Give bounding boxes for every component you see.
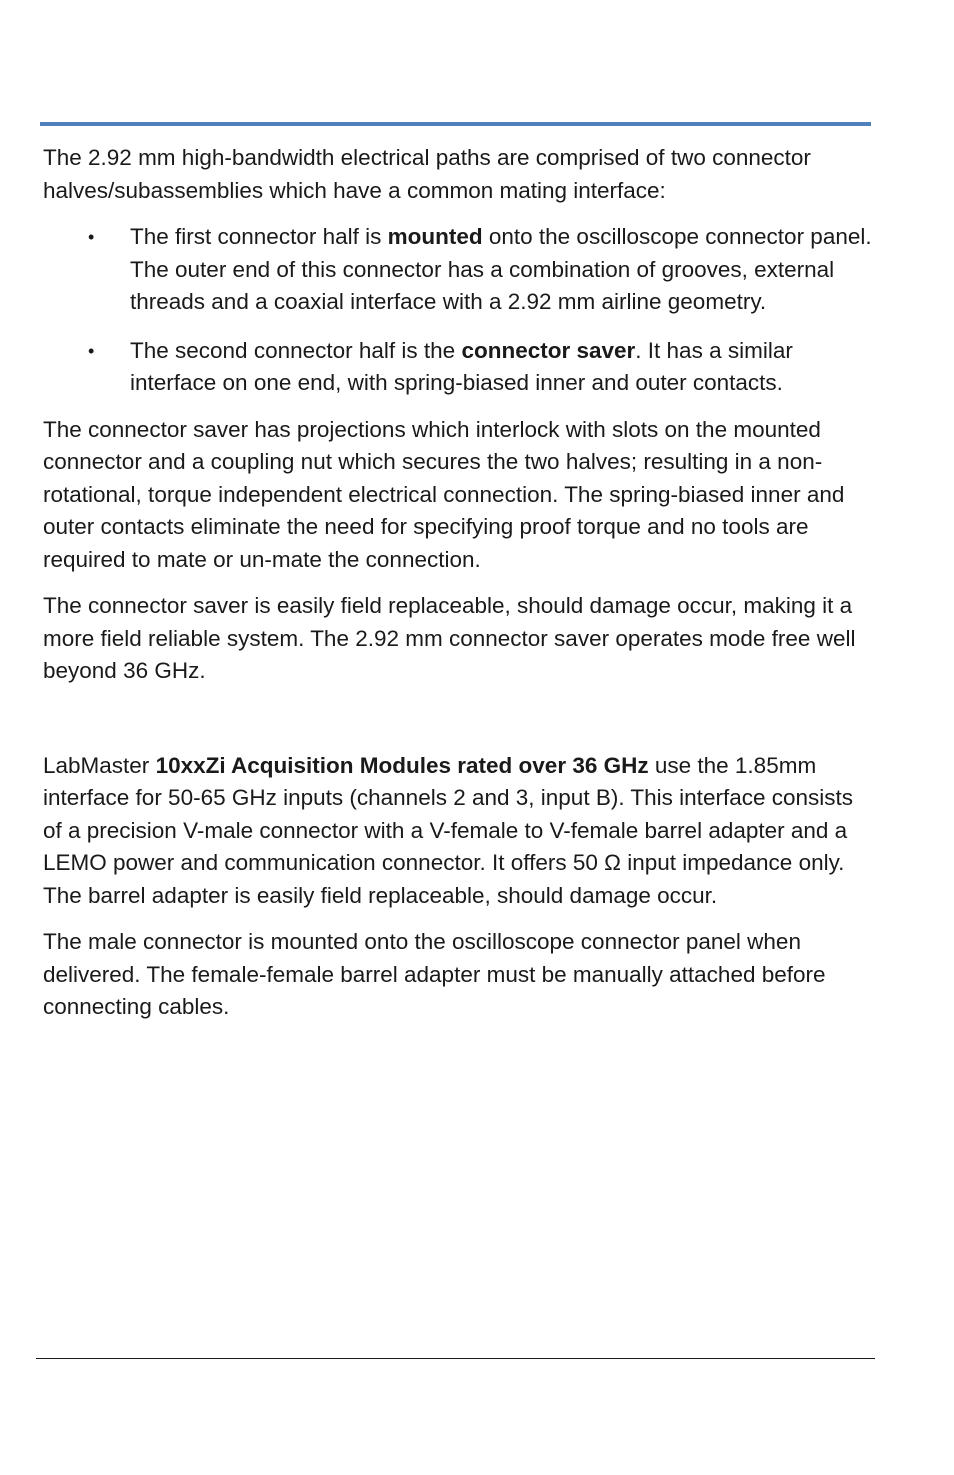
labmaster-text-pre: LabMaster	[43, 752, 156, 778]
bullet-text-bold: mounted	[387, 224, 483, 249]
header-rule	[40, 122, 871, 126]
intro-paragraph: The 2.92 mm high-bandwidth electrical paths are comprised of two connector halves/subassemblies which have a common mating interface:	[43, 145, 811, 203]
connector-halves-list	[43, 221, 873, 400]
bullet-text-bold: connector saver	[461, 337, 636, 363]
labmaster-text-post: use the 1.85mm interface for 50-65 GHz inputs (channels 2 and 3, input B). This interface consists of a precision V-male connector with a V-female to V-female barrel adapter and a LEMO power and communication connector. It offers 50 Ω input impedance only. The barrel adapter is easily field replaceable, should damage occur.	[43, 752, 853, 908]
labmaster-paragraph	[43, 750, 873, 913]
document-body	[43, 142, 873, 1038]
list-item	[43, 335, 873, 400]
bullet-text-pre: The second connector half is the	[130, 337, 462, 363]
bullet-text-pre: The first connector half is	[130, 224, 388, 249]
list-item	[43, 221, 873, 319]
labmaster-text-bold: 10xxZi Acquisition Modules rated over 36 GHz	[155, 752, 649, 778]
male-connector-paragraph: The male connector is mounted onto the oscilloscope connector panel when delivered. The female-female barrel adapter must be manually attached before connecting cables.	[43, 929, 826, 1019]
field-replaceable-paragraph: The connector saver is easily field replaceable, should damage occur, making it a more field reliable system. The 2.92 mm connector saver operates mode free well beyond 36 GHz.	[43, 593, 856, 683]
bullet-text-post: onto the oscilloscope connector panel. The outer end of this connector has a combination of grooves, external threads and a coaxial interface with a 2.92 mm airline geometry.	[130, 224, 872, 314]
section-spacer	[43, 702, 873, 750]
bullet-icon: •	[88, 227, 95, 247]
footer-rule	[36, 1358, 875, 1359]
connector-saver-paragraph: The connector saver has projections which interlock with slots on the mounted connector and a coupling nut which secures the two halves; resulting in a non-rotational, torque independent electrical connection. The spring-biased inner and outer contacts eliminate the need for specifying proof torque and no tools are required to mate or un-mate the connection.	[43, 416, 845, 572]
bullet-text-post: . It has a similar interface on one end, with spring-biased inner and outer contacts.	[130, 337, 793, 395]
bullet-icon: •	[88, 340, 95, 361]
